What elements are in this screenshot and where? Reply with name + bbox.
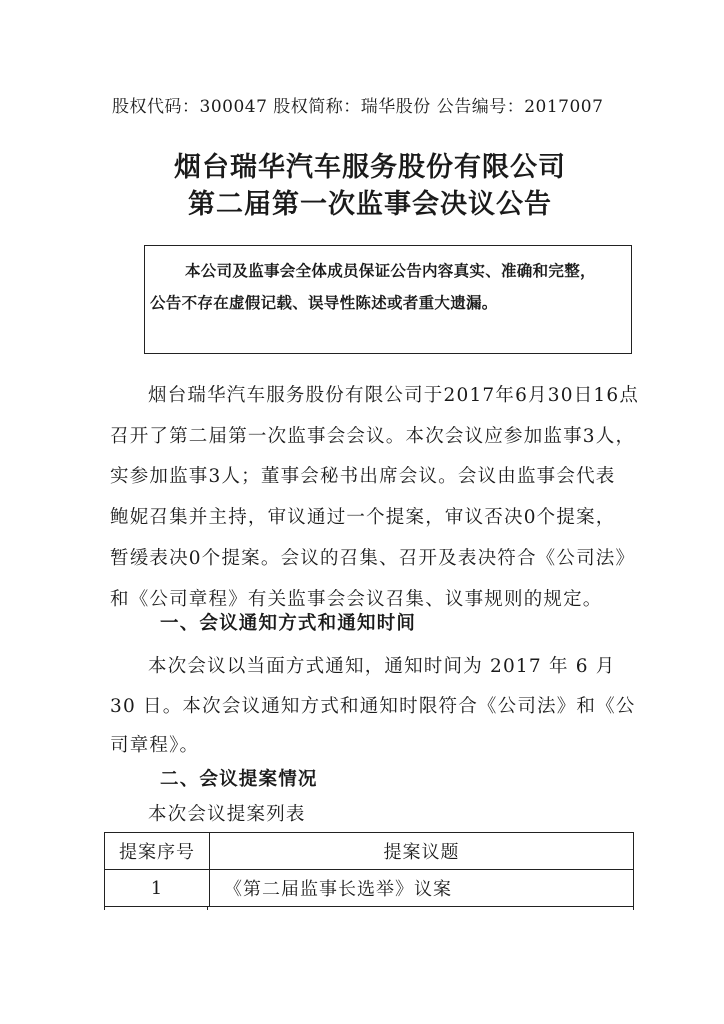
motion-topic-cell: 《第二届监事长选举》议案 <box>210 870 634 907</box>
intro-line: 和《公司章程》有关监事会会议召集、议事规则的规定。 <box>110 589 603 610</box>
header-motion-topic: 提案议题 <box>210 833 634 870</box>
section2-heading: 二、会议提案情况 <box>160 769 318 790</box>
table-border-continuation <box>104 906 105 910</box>
table-row <box>105 870 634 907</box>
section1-line: 30 日。本次会议通知方式和通知时限符合《公司法》和《公 <box>110 696 636 717</box>
intro-line: 实参加监事3人；董事会秘书出席会议。会议由监事会代表 <box>110 466 616 487</box>
header-motion-number: 提案序号 <box>105 833 210 870</box>
notice-line2: 公告不存在虚假记载、误导性陈述或者重大遗漏。 <box>150 293 498 312</box>
document-title-line1: 烟台瑞华汽车服务股份有限公司 <box>174 152 566 183</box>
stock-code-line: 股权代码：300047 股权简称：瑞华股份 公告编号：2017007 <box>112 97 604 117</box>
section1-heading: 一、会议通知方式和通知时间 <box>160 613 417 634</box>
intro-line: 召开了第二届第一次监事会会议。本次会议应参加监事3人， <box>110 426 636 447</box>
table-header-row <box>105 833 634 870</box>
intro-line: 暂缓表决0个提案。会议的召集、召开及表决符合《公司法》 <box>110 548 636 569</box>
section1-line: 本次会议以当面方式通知，通知时间为 2017 年 6 月 <box>148 656 616 677</box>
motions-table <box>104 832 634 907</box>
notice-line1: 本公司及监事会全体成员保证公告内容真实、准确和完整， <box>185 261 596 280</box>
document-title-line2: 第二届第一次监事会决议公告 <box>188 189 552 220</box>
guarantee-notice-box <box>144 245 632 354</box>
table-caption: 本次会议提案列表 <box>148 804 306 825</box>
table-border-continuation <box>207 906 208 910</box>
motion-number-cell: 1 <box>105 870 210 907</box>
intro-line: 烟台瑞华汽车服务股份有限公司于2017年6月30日16点 <box>148 385 640 406</box>
section1-line: 司章程》。 <box>110 735 200 756</box>
intro-line: 鲍妮召集并主持，审议通过一个提案，审议否决0个提案， <box>110 507 616 528</box>
table-border-continuation <box>633 906 634 910</box>
